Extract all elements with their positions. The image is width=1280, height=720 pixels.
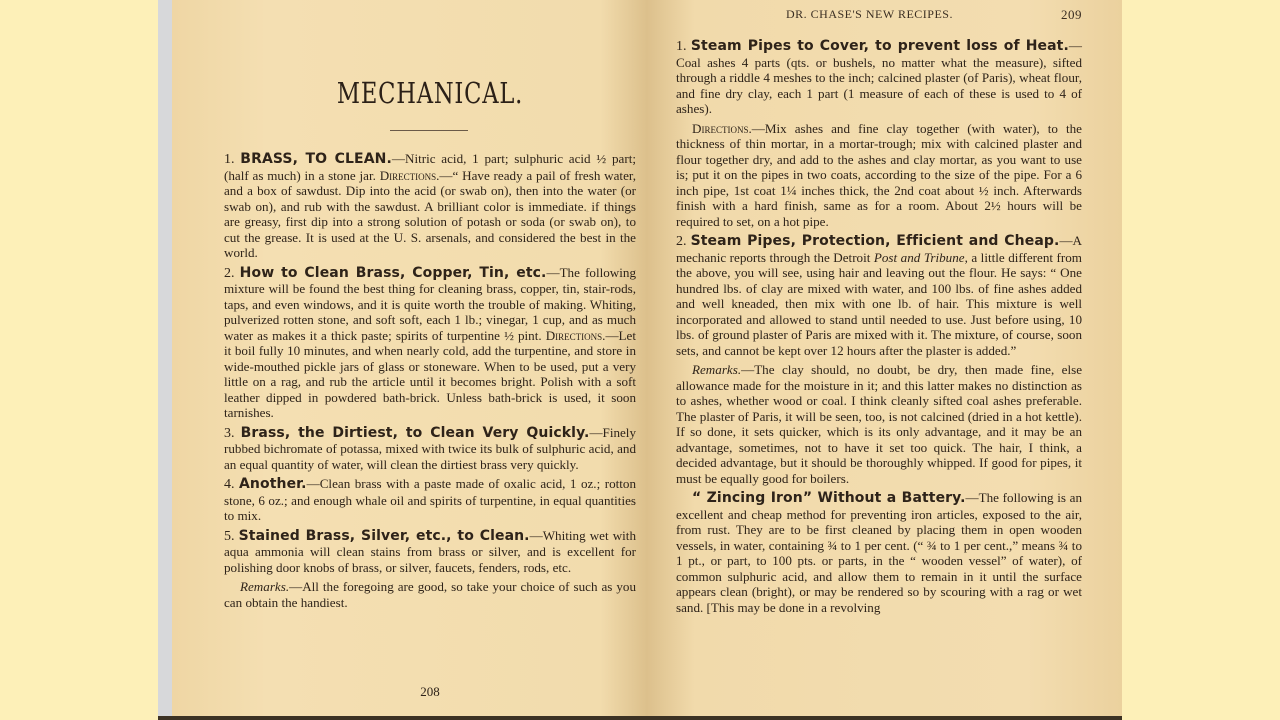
recipe-heading: How to Clean Brass, Copper, Tin, etc. <box>239 264 547 281</box>
directions-label: Directions. <box>379 167 440 183</box>
recipe-directions <box>676 121 1082 230</box>
right-page <box>676 0 1082 720</box>
recipe-heading: Steam Pipes, Protection, Efficient and Cheap. <box>690 233 1060 249</box>
recipe-heading: Another. <box>239 476 307 492</box>
recipe-text: —Coal ashes 4 parts (qts. or bushels, no matter what the measure), sifted through a riddle 4 meshes to the inch; calcined plaster (of Paris), wheat flour, and fine dry clay, each 1 part (1 measure of each of these is used to 4 of ashes). <box>676 38 1082 116</box>
recipe-number: 4. <box>224 477 235 492</box>
recipe-text: —Whiting wet with aqua ammonia will clean stains from brass or silver, and is excellent for polishing door knobs of brass, or silver, faucets, fenders, rods, etc. <box>224 527 636 575</box>
recipe-text: —The following mixture will be found the best thing for cleaning brass, copper, tin, stair-rods, taps, and even windows, and it is quite worth the trouble of making. Whiting, pulverized rotten stone, and soft soft, each 1 lb.; vinegar, 1 cup, and as much water as makes it a thick paste; spirits of turpentine ½ pint. <box>224 264 636 343</box>
remarks-label: Remarks. <box>692 362 742 377</box>
recipe-heading: Steam Pipes to Cover, to prevent loss of Heat. <box>690 38 1069 54</box>
page-number-right: 209 <box>1061 7 1082 22</box>
recipe-number: 1. <box>676 39 687 54</box>
recipe-heading: “ Zincing Iron” Without a Battery. <box>692 490 966 506</box>
recipe-number: 2. <box>224 265 235 281</box>
remarks-text: —All the foregoing are good, so take your choice of such as you can obtain the handiest. <box>224 579 636 610</box>
recipe-number: 5. <box>224 528 235 544</box>
recipe-text: —The following is an excellent and cheap method for preventing iron articles, exposed to the air, from rust. They are to be first cleaned by placing them in open wooden vessels, in water, containing ¾ to 1 per cent. (“ ¾ to 1 per cent.,” means ¾ to 1 pt., or part, to 100 pts. or parts, in the “ wooden vessel” of water), of common sulphuric acid, and allow them to remain in it until the surface appears clean (bright), or may be rendered so by scouring with a rag or wet sand. [This may be done in a revolving <box>676 490 1083 615</box>
book-bottom-edge <box>158 716 1122 720</box>
newspaper-name: Post and Tribune, <box>873 249 968 265</box>
chapter-title: MECHANICAL. <box>336 76 524 110</box>
remarks-paragraph <box>676 362 1082 486</box>
left-page <box>224 0 636 720</box>
recipe-brass-copper-tin <box>224 265 636 421</box>
recipe-steam-pipes-cover <box>676 38 1082 117</box>
recipe-number: 3. <box>224 425 235 441</box>
recipe-heading: Stained Brass, Silver, etc., to Clean. <box>238 527 530 544</box>
remarks-text: —The clay should, no doubt, be dry, then made fine, else allowance made for the moisture in it; and this latter makes no distinction as to ashes, whether wood or coal. I think cleanly sifted coal ashes preferable. The plaster of Paris, it will be seen, too, is not calcined (dried in a hot kettle). If so done, it sets quicker, which is its only advantage, and it may be an advantage, sometimes, not to have it set too quick. The hair, I think, a decided advantage, but it should be thoroughly whipped. If good for pipes, it must be equally good for boilers. <box>676 362 1082 486</box>
viewer-left-strip <box>158 0 172 720</box>
recipe-text: —“ Have ready a pail of fresh water, and a box of sawdust. Dip into the acid (or swab on), then into the water (or swab on), and rub with the sawdust. A brilliant color is immediate. if things are greasy, first dip into a strong solution of potash or soda (or swab on), to cut the grease. It is used at the U. S. arsenals, and considered the best in the world. <box>224 167 636 260</box>
recipe-text: a little different from the above, you will see, using hair and leaving out the flour. He says: “ One hundred lbs. of clay are mixed with water, and 100 lbs. of fine ashes added and well kneaded, then mix with one lb. of hair. This mixture is well incorporated and allowed to stand until needed to use. Just before using, 10 lbs. of ground plaster of Paris are mixed with it. The mixture, of course, soon sets, and cannot be kept over 12 hours after the plaster is added.” <box>676 249 1082 358</box>
remarks-paragraph <box>224 579 636 610</box>
recipe-text: —Let it boil fully 10 minutes, and when nearly cold, add the turpentine, and store in wide-mouthed pickle jars of glass or stoneware. When to be used, put a very little on a rag, and rub the article until it becomes bright. Polish with a soft leather dipped in powdered bath-brick. Unless bath-brick is used, it soon tarnishes. <box>224 327 636 420</box>
recipe-number: 1. <box>224 152 235 167</box>
title-rule <box>390 130 468 131</box>
recipe-text: —Mix ashes and fine clay together (with water), to the thickness of thin mortar, in a mortar-trough; mix with calcined plaster and flour together dry, and add to the ashes and clay mortar, as you want to use is; put it on the pipes in two coats, according to the size of the pipe. For a 6 inch pipe, 1st coat 1¼ inches thick, the 2nd coat about ½ inch. Afterwards finish with a hard finish, same as for a room. About 2½ hours will be required to set, on a hot pipe. <box>676 120 1082 229</box>
recipe-dirtiest-brass <box>224 425 636 473</box>
recipe-zincing-iron <box>676 490 1082 615</box>
right-page-body <box>676 38 1082 619</box>
page-number-left: 208 <box>420 684 440 699</box>
left-page-body <box>224 151 636 614</box>
recipe-text: —Clean brass with a paste made of oxalic acid, 1 oz.; rotton stone, 6 oz.; and enough whale oil and spirits of turpentine, in equal quantities to mix. <box>224 476 636 523</box>
directions-label: Directions. <box>545 327 606 343</box>
book-spread <box>172 0 1122 720</box>
recipe-stained-brass <box>224 528 636 576</box>
recipe-another <box>224 476 636 524</box>
recipe-text: —Nitric acid, 1 part; sulphuric acid ½ part; (half as much) in a stone jar. <box>224 151 636 183</box>
running-head <box>676 7 1082 23</box>
directions-label: Directions. <box>692 120 752 136</box>
recipe-text: —A mechanic reports through the Detroit <box>676 233 1082 265</box>
recipe-number: 2. <box>676 234 687 249</box>
recipe-text: —Finely rubbed bichromate of potassa, mixed with twice its bulk of sulphuric acid, and an equal quantity of water, will clean the dirtiest brass very quickly. <box>224 424 636 472</box>
recipe-heading: Brass, the Dirtiest, to Clean Very Quickly. <box>240 424 590 441</box>
running-head-title: DR. CHASE'S NEW RECIPES. <box>786 7 953 21</box>
recipe-heading: BRASS, TO CLEAN. <box>240 151 392 167</box>
recipe-steam-pipes-protection <box>676 233 1082 358</box>
recipe-brass-to-clean <box>224 151 636 261</box>
remarks-label: Remarks. <box>240 579 290 594</box>
